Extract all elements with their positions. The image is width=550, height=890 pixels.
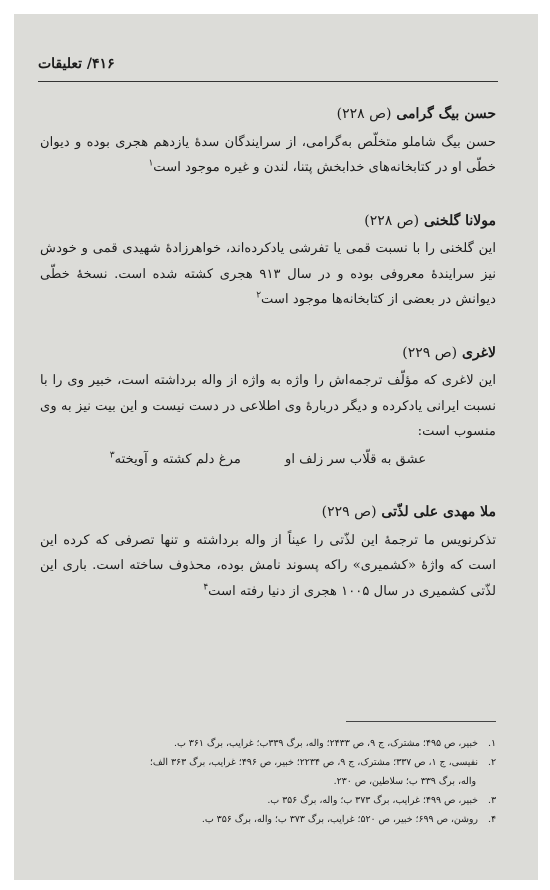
footnote-number: ۱. [487, 738, 496, 749]
entry [40, 341, 496, 473]
entry-heading [40, 341, 496, 367]
entry-heading [40, 102, 496, 128]
entry-page-ref: (ص ۲۲۹) [402, 344, 458, 361]
footnote-marker: ۳ [109, 450, 115, 461]
entry [40, 500, 496, 604]
entry-title: حسن بیگ گرامی [396, 106, 496, 122]
footnote-text: خبیر، ص ۴۹۹؛ غرایب، برگ ۳۷۳ ب؛ واله، برگ ۳۵۶ ب. [267, 795, 478, 806]
entry-text: تذکرنویس ما ترجمهٔ این لذّتی را عیناً از واله برداشته و تنها تصرفی که کرده این است که واژهٔ «کشمیری» راکه پسوند نامش بوده، محذوف ساخته است. باری این لذّتی کشمیری در سال ۱۰۰۵ هجری از دنیا رفته است$^۴$ [40, 532, 496, 599]
entry-heading [40, 500, 496, 526]
footnote-marker: ۱ [148, 158, 154, 169]
book-page [14, 14, 538, 880]
verse-second-hemistich: مرغ دلم کشته و آویخته$^۳$ [109, 450, 241, 467]
verse-couplet [40, 447, 496, 473]
footnotes [40, 734, 496, 829]
footnote [40, 753, 496, 791]
footnote [40, 791, 496, 810]
entry-title: لاغری [462, 344, 496, 361]
footnote-continuation: واله، برگ ۳۳۹ ب؛ سلاطین، ص ۲۳۰. [333, 776, 476, 787]
footnote-text: نفیسی، ج ۱، ص ۳۳۷؛ مشترک، ج ۹، ص ۲۲۳۴؛ خبیر، ص ۴۹۶؛ غرایب، برگ ۳۶۳ الف؛ [149, 757, 478, 768]
running-head: ۴۱۶/ تعلیقات [38, 56, 115, 72]
page-header [38, 54, 498, 82]
footnote-number: ۳. [487, 795, 496, 806]
footnote-number: ۲. [487, 757, 496, 768]
footnote-number: ۴. [487, 814, 496, 825]
entry-text: این لاغری که مؤلّف ترجمه‌اش را واژه به واژه از واله برداشته است، خبیر وی را با نسبت ایرانی یادکرده و دیگر دربارهٔ وی اطلاعی در دست نیست و این بیت نیز به وی منسوب است: [40, 373, 496, 439]
entry-heading [40, 209, 496, 235]
footnote-marker: ۴ [203, 582, 209, 593]
entry [40, 102, 496, 181]
verse-first-hemistich: عشق به قلّاب سر زلف او [284, 451, 427, 467]
footnote-rule [346, 721, 496, 722]
entry-page-ref: (ص ۲۲۹) [321, 504, 377, 520]
entry-title: مولانا گلخنی [424, 212, 496, 229]
entry [40, 209, 496, 313]
footnote-text: خبیر، ص ۴۹۵؛ مشترک، ج ۹، ص ۲۴۳۳؛ واله، برگ ۳۳۹ب؛ غرایب، برگ ۳۶۱ ب. [173, 738, 478, 749]
footnote [40, 734, 496, 753]
entry-text: حسن بیگ شاملو متخلّص به‌گرامی، از سرایندگان سدهٔ یازدهم هجری بوده و دیوان خطّی او در کتابخانه‌های خدابخش پتنا، لندن و غیره موجود است$^۱$ [40, 134, 496, 175]
footnote-marker: ۲ [256, 290, 262, 301]
footnote [40, 810, 496, 829]
entry-page-ref: (ص ۲۲۸) [364, 212, 420, 229]
footnote-text: روشن، ص ۶۹۹؛ خبیر، ص ۵۲۰؛ غرایب، برگ ۳۷۳ ب؛ واله، برگ ۳۵۶ ب. [201, 814, 478, 825]
entry-page-ref: (ص ۲۲۸) [336, 106, 392, 122]
entry-text: این گلخنی را با نسبت قمی یا تفرشی یادکرده‌اند، خواهرزادهٔ شهیدی قمی و خودش نیز سرایندهٔ معروفی بوده و در سال ۹۱۳ هجری کشته شده است. نسخهٔ خطّی دیوانش در بعضی از کتابخانه‌ها موجود است$^۲$ [40, 241, 496, 307]
header-rule [38, 81, 498, 82]
entry-title: ملا مهدی علی لذّتی [381, 504, 496, 520]
page-body [40, 102, 496, 632]
